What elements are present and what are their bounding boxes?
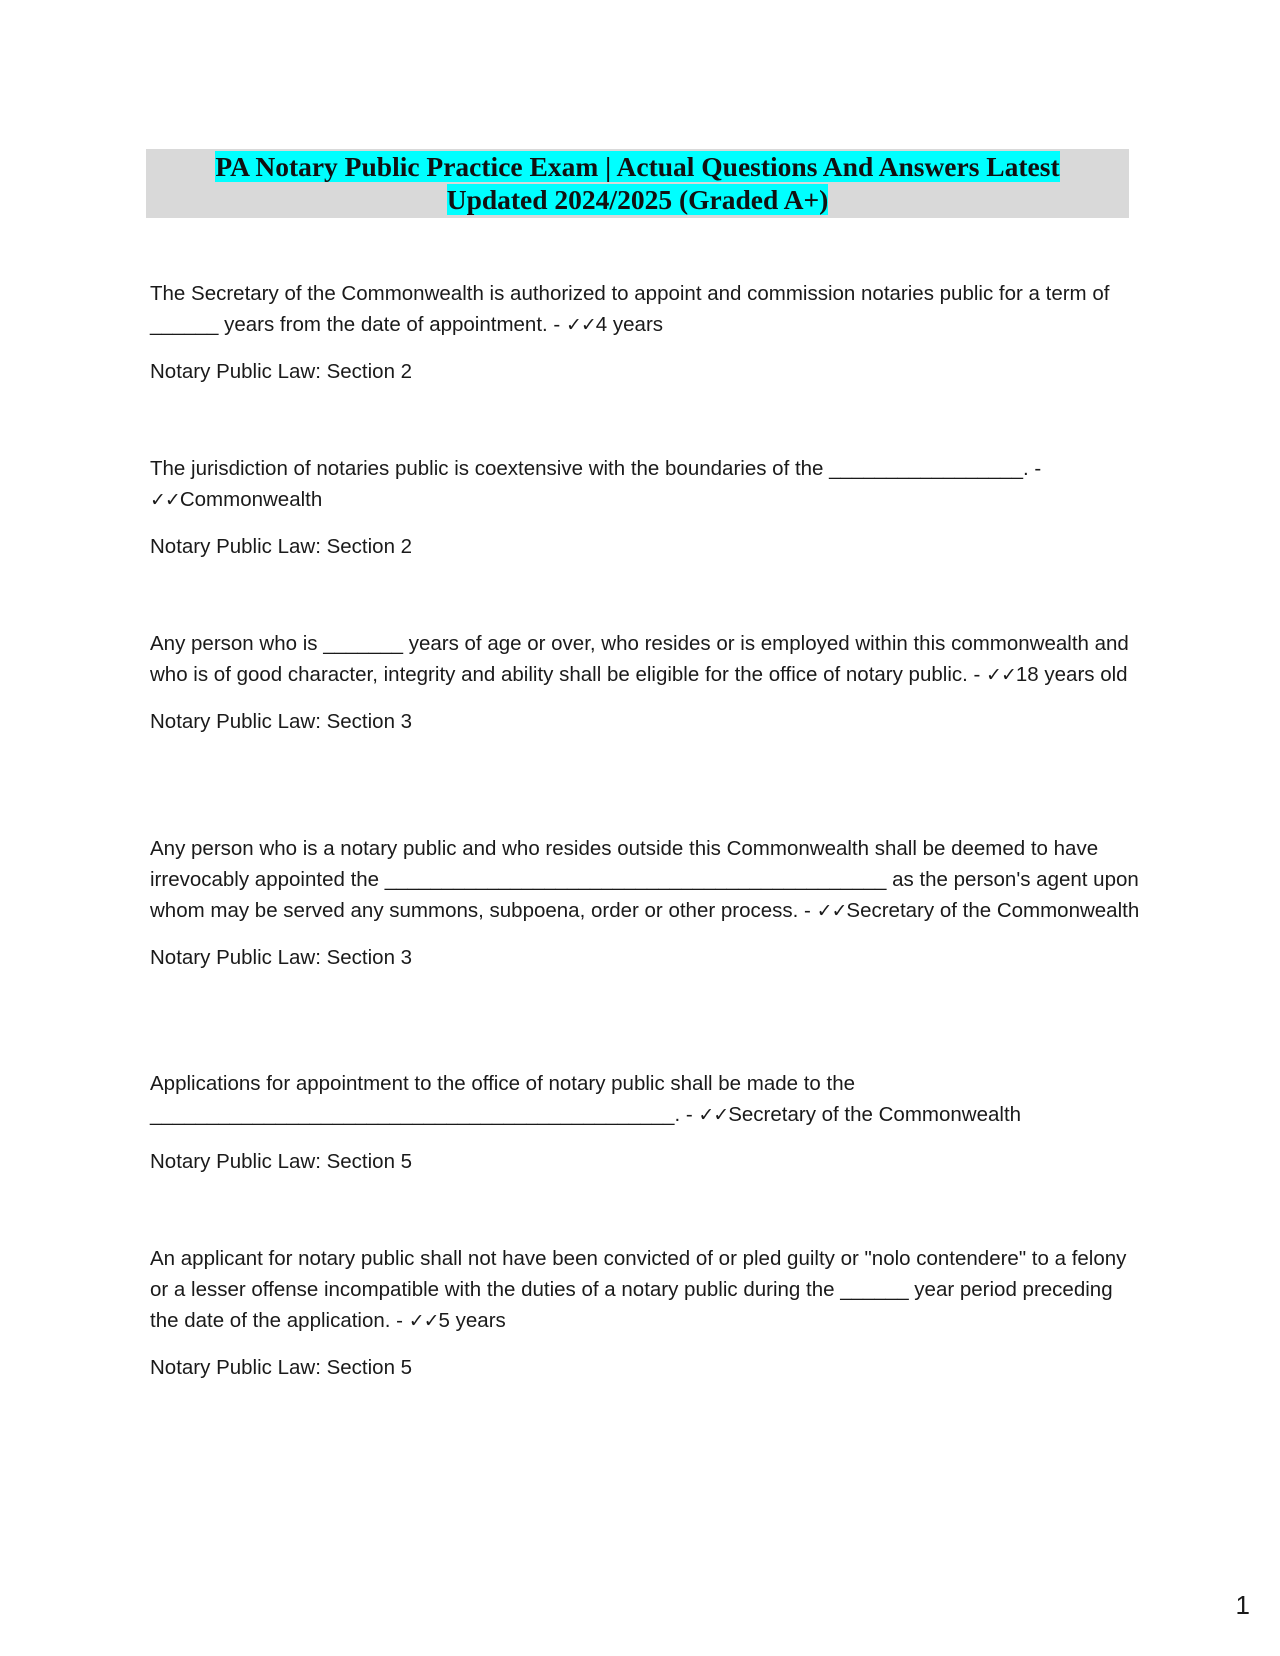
question-text: Any person who is a notary public and who resides outside this Commonwealth shall be deemed to have irrevocably appointed the ____________________________________________ as the person's agent upon whom may be served any summons, subpoena, order or other process. - xyxy=(150,837,1139,922)
answer-text: 5 years xyxy=(438,1309,506,1332)
title-line-2: Updated 2024/2025 (Graded A+) xyxy=(446,184,829,215)
law-reference: Notary Public Law: Section 3 xyxy=(150,710,413,733)
check-marks-icon: ✓✓ xyxy=(408,1310,439,1332)
check-marks-icon: ✓✓ xyxy=(150,489,180,511)
question-item-5 xyxy=(150,1068,1140,1177)
law-reference: Notary Public Law: Section 2 xyxy=(150,360,413,383)
page-number: 1 xyxy=(1235,1590,1250,1620)
question-item-1 xyxy=(150,278,1130,387)
answer-text: Secretary of the Commonwealth xyxy=(846,899,1140,922)
question-item-6 xyxy=(150,1243,1140,1383)
title-line-1: PA Notary Public Practice Exam | Actual Questions And Answers Latest xyxy=(215,151,1060,182)
law-reference: Notary Public Law: Section 3 xyxy=(150,946,413,969)
question-item-3 xyxy=(150,628,1140,737)
law-reference: Notary Public Law: Section 2 xyxy=(150,535,413,558)
answer-text: 4 years xyxy=(595,313,664,336)
law-reference: Notary Public Law: Section 5 xyxy=(150,1150,413,1173)
question-text: An applicant for notary public shall not have been convicted of or pled guilty or "nolo contendere" to a felony or a lesser offense incompatible with the duties of a notary public during the ______ year period preceding the date of the application. - xyxy=(150,1247,1127,1332)
answer-text: 18 years old xyxy=(1015,663,1128,686)
question-text: Any person who is _______ years of age or over, who resides or is employed within this commonwealth and who is of good character, integrity and ability shall be eligible for the office of notary public. - xyxy=(150,632,1129,686)
question-text: Applications for appointment to the office of notary public shall be made to the ______________________________________________. - xyxy=(150,1072,856,1126)
check-marks-icon: ✓✓ xyxy=(565,314,596,336)
law-reference: Notary Public Law: Section 5 xyxy=(150,1356,413,1379)
check-marks-icon: ✓✓ xyxy=(816,900,847,922)
question-text: The Secretary of the Commonwealth is authorized to appoint and commission notaries public for a term of ______ years from the date of appointment. - xyxy=(150,282,1110,336)
document-title xyxy=(146,149,1129,218)
question-text: The jurisdiction of notaries public is coextensive with the boundaries of the _________________. - xyxy=(150,457,1042,480)
check-marks-icon: ✓✓ xyxy=(698,1104,729,1126)
answer-text: Commonwealth xyxy=(179,488,323,511)
question-item-2 xyxy=(150,453,1090,562)
answer-text: Secretary of the Commonwealth xyxy=(728,1103,1022,1126)
check-marks-icon: ✓✓ xyxy=(986,664,1016,686)
question-item-4 xyxy=(150,833,1140,973)
